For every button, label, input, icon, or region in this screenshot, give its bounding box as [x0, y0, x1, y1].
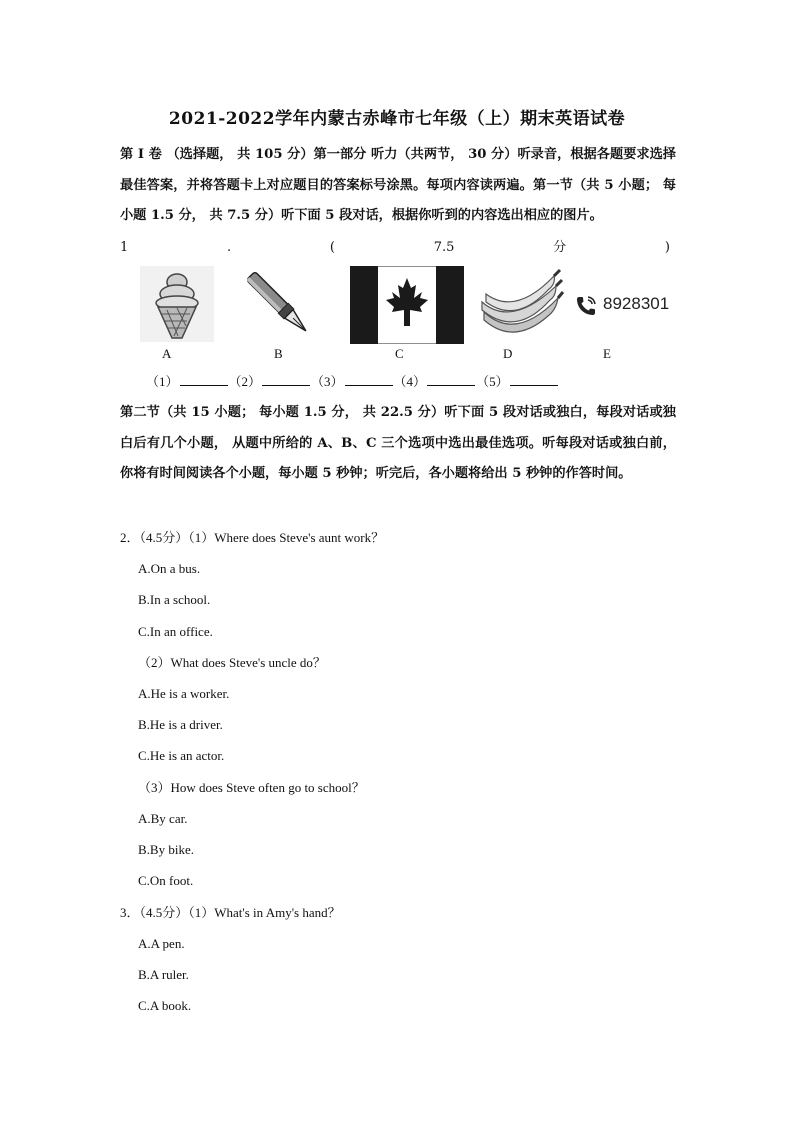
- question-2-1-option-a[interactable]: A.On a bus.: [138, 561, 201, 576]
- question-1-dot: .: [227, 240, 232, 255]
- answer-blank-3[interactable]: [345, 371, 393, 386]
- question-3-header: 3．（4.5分）（1）What's in Amy's hand？: [120, 905, 341, 920]
- phone-number-picture: [572, 266, 672, 342]
- blank-label-5: （5）: [476, 374, 509, 389]
- phone-number-text: 8928301: [603, 294, 670, 313]
- question-2-1-option-b[interactable]: B.In a school.: [138, 592, 211, 607]
- question-2-header: 2．（4.5分）（1）Where does Steve's aunt work？: [120, 530, 385, 545]
- answer-blank-1[interactable]: [180, 371, 228, 386]
- question-3-1-option-a[interactable]: A.A pen.: [138, 936, 185, 951]
- question-2-1-option-c[interactable]: C.In an office.: [138, 624, 213, 639]
- blank-label-1: （1）: [146, 374, 179, 389]
- picture-label-c: C: [395, 346, 404, 361]
- question-3-1-option-c[interactable]: C.A book.: [138, 998, 192, 1013]
- blank-label-2: （2）: [228, 374, 262, 389]
- section2-instructions: 第二节（共 15 小题； 每小题 1.5 分， 共 22.5 分）听下面 5 段对话或独白，每段对话或独白后有几个小题， 从题中所给的 A、B、C 三个选项中选出最佳选项。听每段对话或独白前，你将有时间阅读各个小题，每小题 5 秒钟；听完后，各小题将给出 5 秒钟的作答时间。: [120, 405, 676, 481]
- blank-label-3: （3）: [311, 374, 344, 389]
- question-3-1-option-b[interactable]: B.A ruler.: [138, 967, 189, 982]
- question-2-3-option-a[interactable]: A.By car.: [138, 811, 188, 826]
- pen-icon: [241, 266, 317, 342]
- ice-cream-icon: [140, 266, 214, 342]
- question-2-3-option-b[interactable]: B.By bike.: [138, 842, 194, 857]
- question-1-line: [120, 233, 670, 263]
- question-2-2-option-b[interactable]: B.He is a driver.: [138, 717, 223, 732]
- question-1-score: 7.5: [433, 240, 455, 255]
- bananas-icon: [476, 266, 564, 342]
- picture-label-a: A: [162, 346, 172, 361]
- question-1-unit: 分: [553, 240, 567, 255]
- picture-label-b: B: [274, 346, 283, 361]
- picture-label-e: E: [603, 346, 611, 361]
- question-1-number: 1: [120, 240, 129, 255]
- answer-blanks: [146, 370, 559, 394]
- answer-blank-4[interactable]: [427, 371, 475, 386]
- question-2-3-text: （3）How does Steve often go to school？: [138, 780, 365, 795]
- picture-label-d: D: [503, 346, 513, 361]
- answer-blank-5[interactable]: [510, 371, 558, 386]
- question-2-2-option-a[interactable]: A.He is a worker.: [138, 686, 230, 701]
- question-2-2-option-c[interactable]: C.He is an actor.: [138, 748, 225, 763]
- question-2-2-text: （2）What does Steve's uncle do？: [138, 655, 326, 670]
- question-2-3-option-c[interactable]: C.On foot.: [138, 873, 194, 888]
- question-1-open-paren: (: [329, 240, 335, 255]
- canada-flag-icon: [350, 266, 464, 344]
- answer-blank-2[interactable]: [262, 371, 310, 386]
- question-1-close-paren: ): [664, 240, 670, 255]
- blank-label-4: （4）: [393, 374, 427, 389]
- section1-instructions: 第 Ⅰ 卷 （选择题， 共 105 分）第一部分 听力（共两节， 30 分）听录音，根据各题要求选择最佳答案，并将答题卡上对应题目的答案标号涂黑。每项内容读两遍。第一节（共 5 小题； 每小题 1.5 分， 共 7.5 分）听下面 5 段对话，根据你听到的内容选出相应的图片。: [120, 147, 676, 223]
- page-title: 2021-2022学年内蒙古赤峰市七年级（上）期末英语试卷: [168, 109, 626, 129]
- phone-icon: [574, 294, 598, 318]
